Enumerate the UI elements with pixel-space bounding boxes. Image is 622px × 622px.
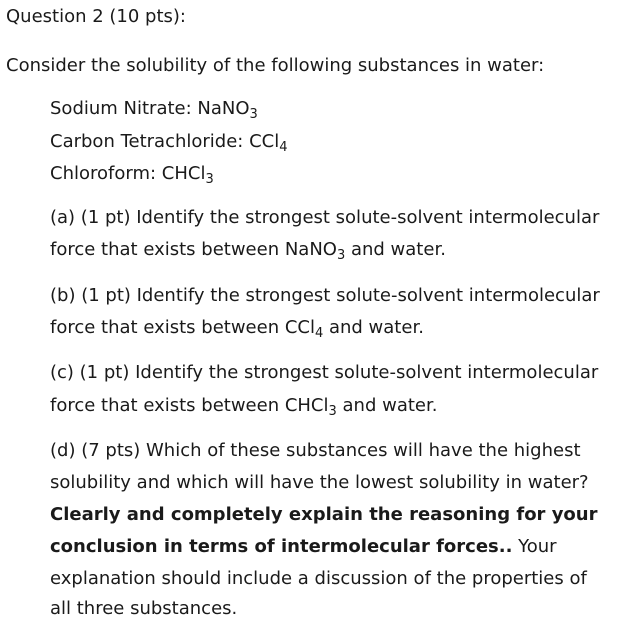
part-d-emphasis: Clearly and completely explain the reasoning for your bbox=[50, 504, 598, 525]
part-a-formula: NaNO bbox=[284, 239, 337, 260]
part-b-line-1: (b) (1 pt) Identify the strongest solute-solvent intermolecular bbox=[50, 285, 600, 306]
part-d-line-5: explanation should include a discussion of the properties of bbox=[50, 568, 587, 589]
part-d-line-1: (d) (7 pts) Which of these substances will have the highest bbox=[50, 440, 581, 461]
substance-name: Sodium Nitrate: bbox=[50, 98, 198, 119]
substance-formula: CCl bbox=[249, 131, 280, 152]
part-d-line-3 bbox=[50, 504, 598, 526]
substance-sodium-nitrate bbox=[50, 98, 258, 120]
part-c-text: force that exists between bbox=[50, 395, 285, 416]
formula-subscript: 4 bbox=[314, 326, 324, 341]
substance-chloroform bbox=[50, 163, 214, 185]
formula-subscript: 3 bbox=[205, 172, 214, 187]
part-c-line-1: (c) (1 pt) Identify the strongest solute-solvent intermolecular bbox=[50, 362, 599, 383]
substance-carbon-tetrachloride bbox=[50, 131, 288, 153]
substance-name: Carbon Tetrachloride: bbox=[50, 131, 250, 152]
part-a-line-2 bbox=[50, 239, 446, 261]
substance-formula: NaNO bbox=[197, 98, 250, 119]
part-c-line-2 bbox=[50, 395, 437, 417]
substance-formula: CHCl bbox=[161, 163, 206, 184]
question-title: Question 2 (10 pts): bbox=[6, 6, 186, 27]
part-d-line-6: all three substances. bbox=[50, 598, 238, 619]
part-c-text-end: and water. bbox=[336, 395, 438, 416]
part-a-text-end: and water. bbox=[345, 239, 446, 260]
part-a-line-1: (a) (1 pt) Identify the strongest solute-solvent intermolecular bbox=[50, 207, 600, 228]
part-d-line-4 bbox=[50, 536, 557, 558]
substance-name: Chloroform: bbox=[50, 163, 162, 184]
part-b-text-end: and water. bbox=[323, 317, 424, 338]
part-d-line-2: solubility and which will have the lowest solubility in water? bbox=[50, 472, 589, 493]
formula-subscript: 3 bbox=[249, 107, 258, 122]
part-b-formula: CCl bbox=[284, 317, 315, 338]
formula-subscript: 3 bbox=[336, 248, 346, 263]
part-b-line-2 bbox=[50, 317, 424, 339]
question-intro: Consider the solubility of the following substances in water: bbox=[6, 55, 545, 76]
part-d-text: Your bbox=[512, 536, 557, 557]
part-b-text: force that exists between bbox=[50, 317, 285, 338]
formula-subscript: 3 bbox=[328, 404, 337, 419]
part-a-text: force that exists between bbox=[50, 239, 285, 260]
part-d-emphasis: conclusion in terms of intermolecular forces.. bbox=[50, 536, 513, 557]
formula-subscript: 4 bbox=[279, 140, 288, 155]
part-c-formula: CHCl bbox=[284, 395, 329, 416]
